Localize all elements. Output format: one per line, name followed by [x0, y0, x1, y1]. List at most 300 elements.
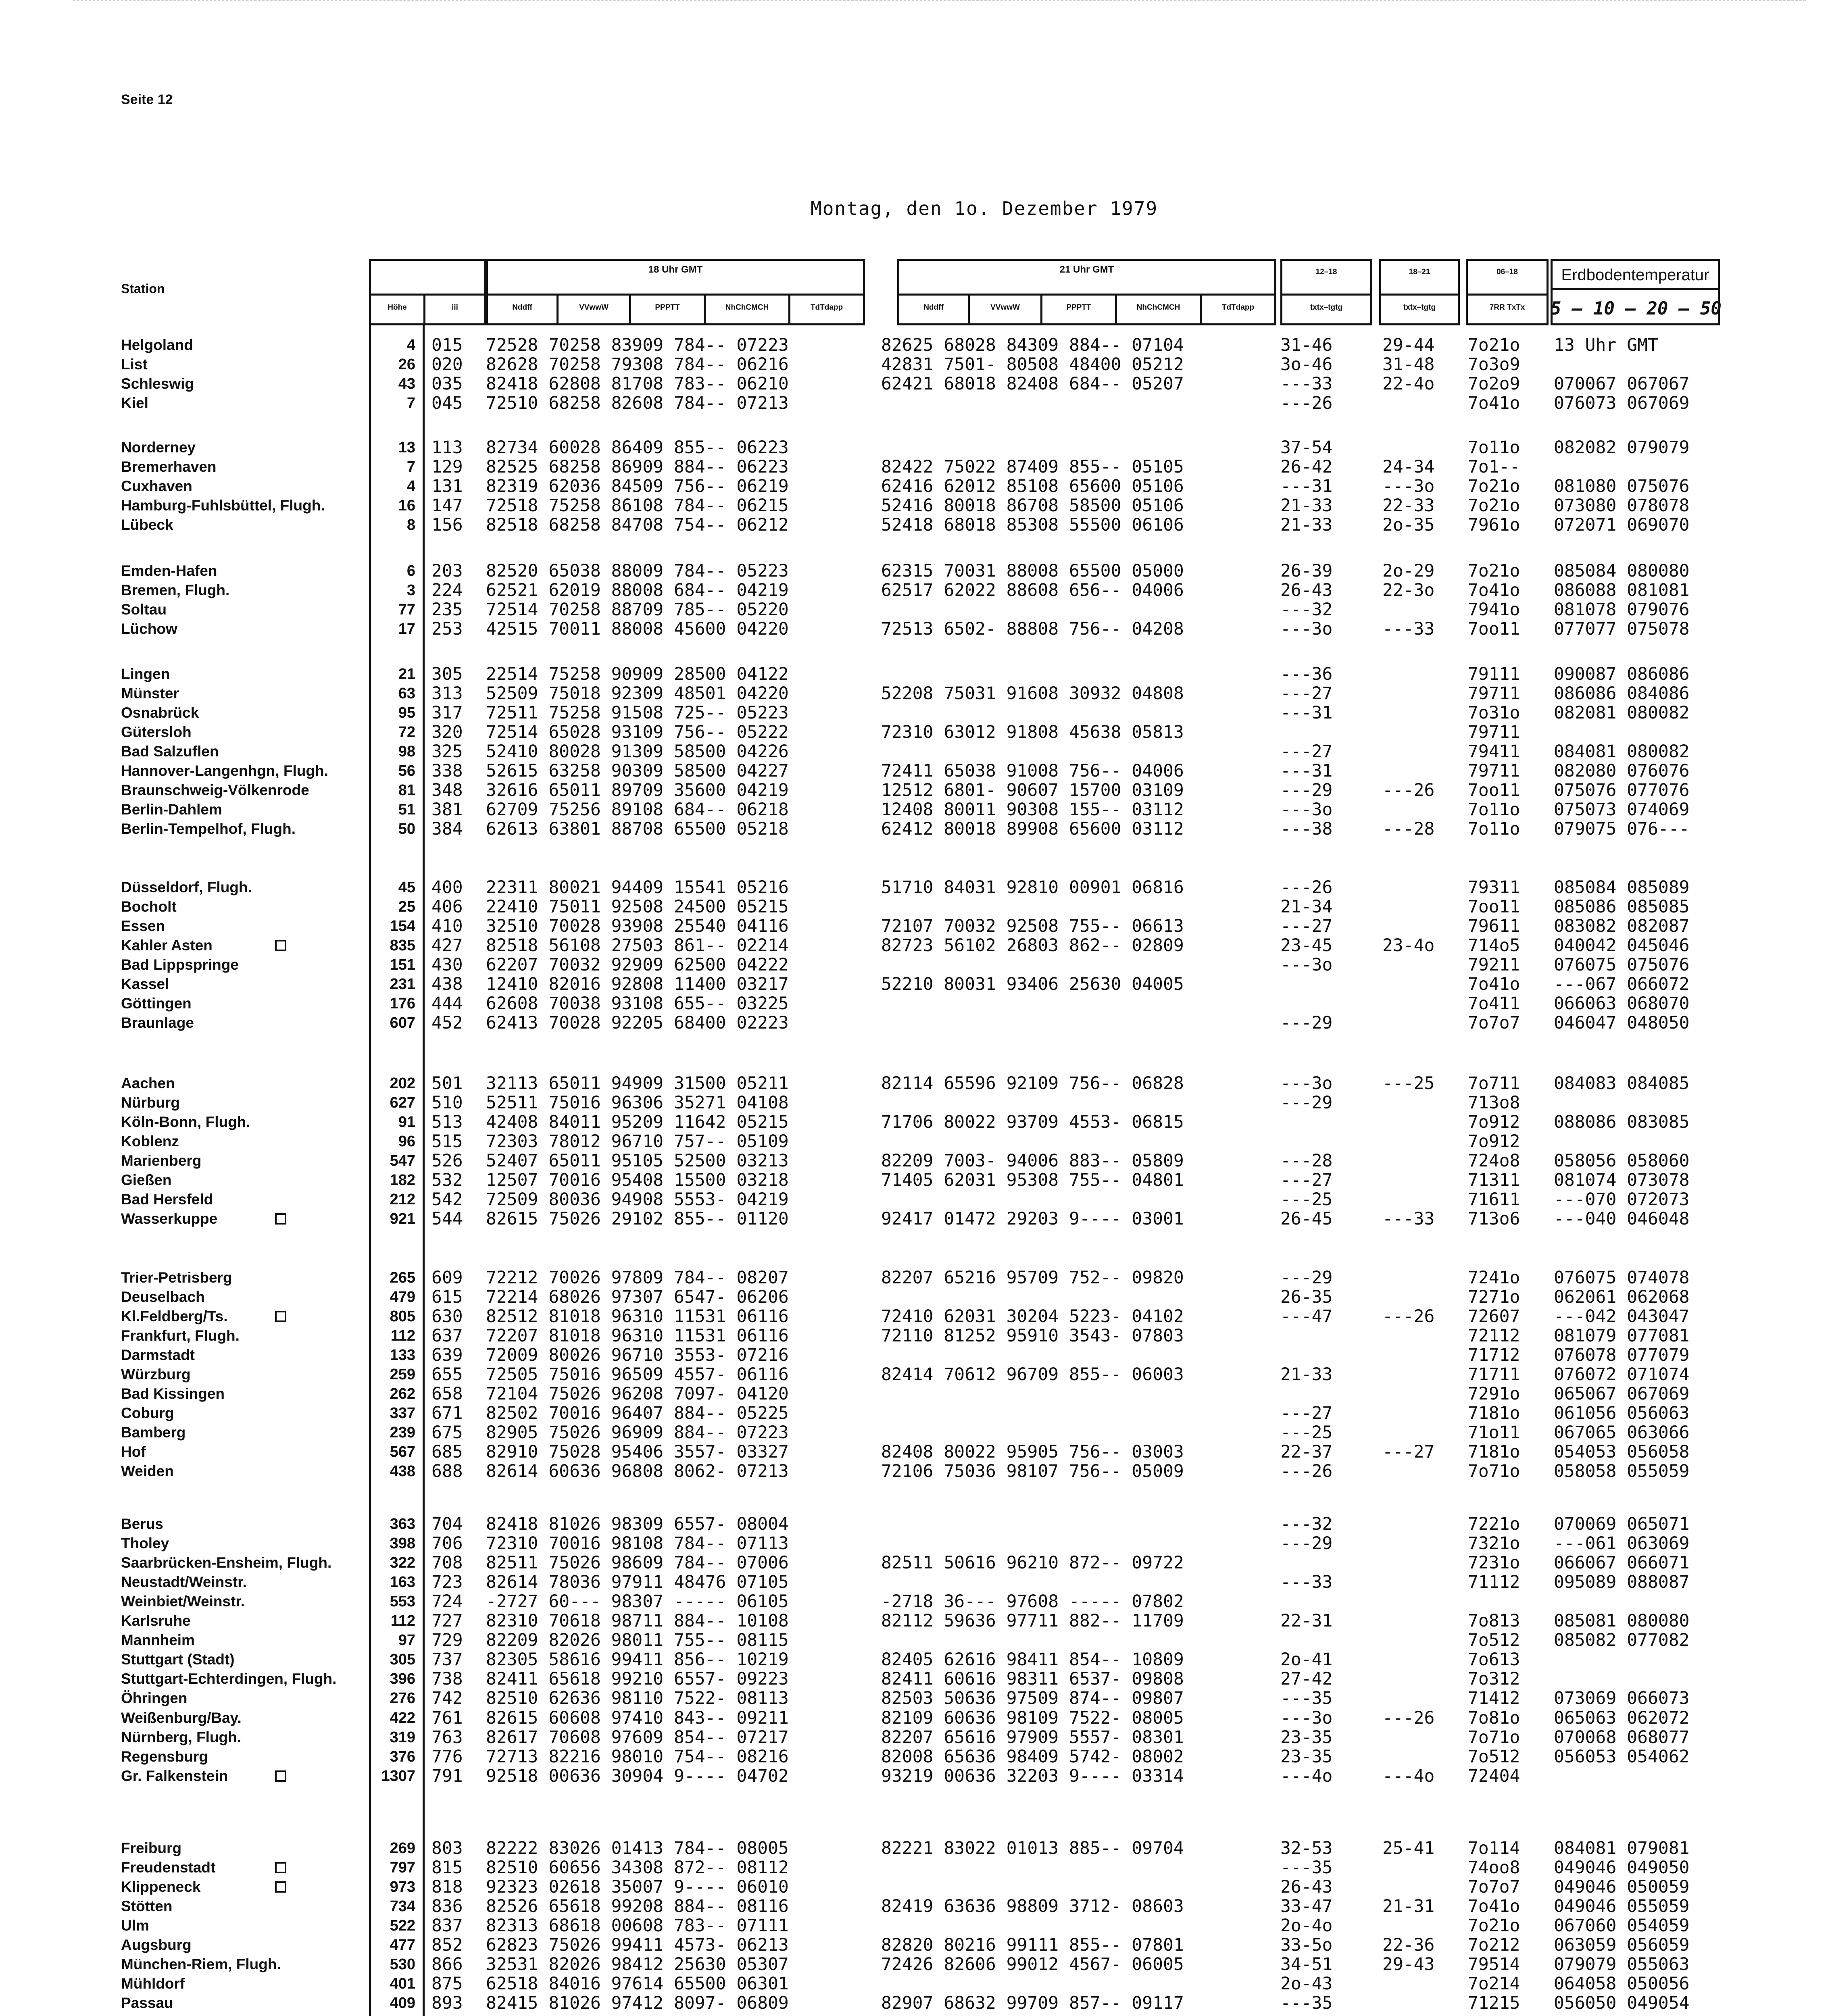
station-hoehe: 7 [406, 395, 415, 412]
station-name: Norderney [121, 439, 196, 456]
obs-18-gmt: 82615 75026 29102 855-- 01120 [486, 1209, 789, 1229]
obs-18-gmt: 72009 80026 96710 3553- 07216 [486, 1345, 789, 1365]
station-iii: 015 [431, 335, 463, 355]
temp-06-18: 7o3o9 [1468, 354, 1520, 375]
station-name: Gießen [121, 1172, 172, 1188]
obs-18-gmt: 92323 02618 35007 9---- 06010 [486, 1877, 789, 1897]
station-name: Tholey [121, 1535, 169, 1552]
table-row [0, 742, 1830, 761]
station-iii: 704 [431, 1514, 463, 1534]
temp-12-18: 26-39 [1280, 561, 1333, 581]
obs-18-gmt: 82518 68258 84708 754-- 06212 [486, 515, 789, 535]
temp-06-18: 7o7o7 [1468, 1013, 1520, 1033]
temp-12-18: ---26 [1280, 877, 1333, 898]
station-name: Schleswig [121, 375, 194, 392]
station-iii: 776 [431, 1747, 463, 1767]
soil-temperature: 070068 068077 [1554, 1727, 1690, 1747]
temp-12-18: 22-31 [1280, 1611, 1333, 1631]
temp-18-21: 23-4o [1382, 935, 1435, 956]
temp-06-18: 79211 [1468, 955, 1520, 975]
station-name: Cuxhaven [121, 478, 192, 494]
table-row [0, 994, 1830, 1013]
obs-18-gmt: 62518 84016 97614 65500 06301 [486, 1974, 789, 1994]
temp-18-21: ---26 [1382, 780, 1435, 800]
table-row [0, 955, 1830, 975]
temp-12-18: 26-45 [1280, 1209, 1333, 1229]
table-row [0, 703, 1830, 723]
station-hoehe: 63 [398, 685, 415, 702]
station-hoehe: 182 [390, 1172, 415, 1189]
station-hoehe: 835 [390, 937, 415, 954]
obs-18-gmt: 82415 81026 97412 8097- 06809 [486, 1993, 789, 2013]
station-iii: 637 [431, 1326, 463, 1346]
station-hoehe: 4 [406, 478, 415, 495]
temp-12-18: 23-35 [1280, 1747, 1333, 1767]
obs-21-gmt: -2718 36--- 97608 ----- 07802 [881, 1591, 1184, 1612]
temp-12-18: 22-37 [1280, 1442, 1333, 1462]
station-iii: 818 [431, 1877, 463, 1897]
soil-temperature: ---070 072073 [1554, 1189, 1690, 1210]
station-name: Braunlage [121, 1014, 194, 1031]
obs-21-gmt: 92417 01472 29203 9---- 03001 [881, 1209, 1184, 1229]
station-name: Bremerhaven [121, 458, 217, 475]
station-iii: 609 [431, 1268, 463, 1288]
temp-06-18: 79311 [1468, 877, 1520, 898]
obs-18-gmt: 22514 75258 90909 28500 04122 [486, 664, 789, 684]
obs-18-gmt: 12507 70016 95408 15500 03218 [486, 1170, 789, 1190]
station-hoehe: 305 [390, 1651, 415, 1668]
header-hoehe: Höhe [388, 303, 407, 312]
station-hoehe: 81 [398, 782, 415, 799]
station-hoehe: 376 [390, 1748, 415, 1765]
station-name: Marienberg [121, 1152, 202, 1169]
station-iii: 655 [431, 1364, 463, 1385]
station-iii: 427 [431, 935, 463, 956]
temp-06-18: 7241o [1468, 1268, 1520, 1288]
obs-18-gmt: 82310 70618 98711 884-- 10108 [486, 1611, 789, 1631]
soil-temperature: 084081 079081 [1554, 1838, 1690, 1858]
temp-06-18: 71611 [1468, 1189, 1520, 1210]
station-hoehe: 269 [390, 1840, 415, 1857]
temp-06-18: 7o11o [1468, 819, 1520, 839]
obs-21-gmt: 42831 7501- 80508 48400 05212 [881, 354, 1184, 375]
obs-18-gmt: 82305 58616 99411 856-- 10219 [486, 1649, 789, 1670]
obs-18-gmt: 82313 68618 00608 783-- 07111 [486, 1916, 789, 1936]
obs-18-gmt: 72310 70016 98108 784-- 07113 [486, 1533, 789, 1554]
obs-18-gmt: 62413 70028 92205 68400 02223 [486, 1013, 789, 1033]
station-hoehe: 477 [390, 1937, 415, 1954]
temp-06-18: 71o11 [1468, 1422, 1520, 1443]
station-hoehe: 973 [390, 1879, 415, 1895]
temp-06-18: 71711 [1468, 1364, 1520, 1385]
temp-06-18: 7oo11 [1468, 619, 1520, 639]
table-row [0, 335, 1830, 355]
obs-21-gmt: 52210 80031 93406 25630 04005 [881, 974, 1184, 994]
temp-06-18: 71311 [1468, 1170, 1520, 1190]
table-row [0, 1728, 1830, 1747]
station-name: Frankfurt, Flugh. [121, 1327, 240, 1344]
station-hoehe: 151 [390, 956, 415, 973]
station-marker-box [275, 1770, 286, 1782]
obs-21-gmt: 82419 63636 98809 3712- 08603 [881, 1896, 1184, 1916]
temp-06-18: 72607 [1468, 1306, 1520, 1327]
temp-18-21: 29-44 [1382, 335, 1435, 355]
obs-18-gmt: 72303 78012 96710 757-- 05109 [486, 1131, 789, 1152]
temp-12-18: 2o-41 [1280, 1649, 1333, 1670]
header-t1-rule [1280, 294, 1372, 296]
obs-18-gmt: 72505 75016 96509 4557- 06116 [486, 1364, 789, 1385]
station-name: Bad Salzuflen [121, 743, 219, 760]
temp-06-18: 7o813 [1468, 1611, 1520, 1631]
table-row [0, 600, 1830, 619]
soil-temperature: 067060 054059 [1554, 1916, 1690, 1936]
obs-21-gmt: 82408 80022 95905 756-- 03003 [881, 1442, 1184, 1462]
obs-21-gmt: 82625 68028 84309 884-- 07104 [881, 335, 1184, 355]
table-row [0, 1974, 1830, 1993]
temp-06-18: 71112 [1468, 1572, 1520, 1592]
header-t1-top: 12–18 [1315, 268, 1337, 276]
table-row [0, 1839, 1830, 1858]
obs-18-gmt: 82617 70608 97609 854-- 07217 [486, 1727, 789, 1747]
temp-06-18: 714o5 [1468, 935, 1520, 956]
obs-21-gmt: 82411 60616 98311 6537- 09808 [881, 1669, 1184, 1689]
obs-21-gmt: 82209 7003- 94006 883-- 05809 [881, 1151, 1184, 1171]
table-row [0, 1074, 1830, 1093]
soil-temperature: 084083 084085 [1554, 1073, 1690, 1093]
soil-temperature: 076072 071074 [1554, 1364, 1690, 1385]
table-row [0, 1611, 1830, 1631]
station-name: Darmstadt [121, 1347, 195, 1363]
soil-temperature: 083082 082087 [1554, 916, 1690, 936]
station-hoehe: 627 [390, 1094, 415, 1111]
station-iii: 430 [431, 955, 463, 975]
temp-06-18: 71215 [1468, 1993, 1520, 2013]
station-iii: 305 [431, 664, 463, 684]
station-name: Weinbiet/Weinstr. [121, 1593, 245, 1610]
station-iii: 737 [431, 1649, 463, 1670]
station-iii: 815 [431, 1858, 463, 1878]
station-iii: 035 [431, 374, 463, 394]
obs-18-gmt: 42408 84011 95209 11642 05215 [486, 1112, 789, 1132]
station-name: Bad Hersfeld [121, 1191, 213, 1208]
station-name: Passau [121, 1995, 173, 2011]
station-iii: 738 [431, 1669, 463, 1689]
soil-temperature: 054053 056058 [1554, 1442, 1690, 1462]
station-name: Kiel [121, 395, 148, 411]
header-t3-top: 06–18 [1497, 268, 1518, 276]
temp-18-21: 22-33 [1382, 496, 1435, 516]
station-name: Weiden [121, 1463, 174, 1479]
obs-18-gmt: 82615 60608 97410 843-- 09211 [486, 1708, 789, 1728]
station-hoehe: 56 [398, 762, 415, 779]
station-hoehe: 16 [398, 497, 415, 514]
table-row [0, 1916, 1830, 1935]
obs-18-gmt: 32510 70028 93908 25540 04116 [486, 916, 789, 936]
station-name: Trier-Petrisberg [121, 1269, 232, 1286]
obs-21-gmt: 82221 83022 01013 885-- 09704 [881, 1838, 1184, 1858]
obs-18-gmt: 82418 62808 81708 783-- 06210 [486, 374, 789, 394]
soil-temperature: 063059 056059 [1554, 1935, 1690, 1955]
temp-06-18: 72404 [1468, 1766, 1520, 1786]
soil-temperature: 065067 067069 [1554, 1384, 1690, 1404]
obs-18-gmt: 62613 63801 88708 65500 05218 [486, 819, 789, 839]
soil-temperature: 076075 074078 [1554, 1268, 1690, 1288]
table-row [0, 1326, 1830, 1345]
soil-temperature: 075076 077076 [1554, 780, 1690, 800]
station-hoehe: 401 [390, 1975, 415, 1992]
obs-18-gmt: 72514 70258 88709 785-- 05220 [486, 600, 789, 620]
temp-06-18: 7231o [1468, 1553, 1520, 1573]
station-marker-box [275, 1862, 286, 1873]
temp-12-18: ---26 [1280, 393, 1333, 413]
station-iii: 113 [431, 437, 463, 458]
temp-06-18: 7o71o [1468, 1461, 1520, 1481]
station-name: Gr. Falkenstein [121, 1768, 228, 1784]
temp-12-18: ---29 [1280, 1013, 1333, 1033]
station-iii: 671 [431, 1403, 463, 1423]
temp-12-18: ---27 [1280, 741, 1333, 762]
temp-06-18: 7o21o [1468, 1916, 1520, 1936]
header-21-col1: Nddff [923, 303, 944, 312]
table-row [0, 1534, 1830, 1553]
table-row [0, 1766, 1830, 1786]
temp-18-21: 31-48 [1382, 354, 1435, 375]
station-hoehe: 91 [398, 1114, 415, 1131]
station-name: Helgoland [121, 337, 193, 353]
obs-21-gmt: 12408 80011 90308 155-- 03112 [881, 800, 1184, 820]
temp-12-18: ---47 [1280, 1306, 1333, 1327]
station-hoehe: 1307 [381, 1768, 415, 1785]
station-iii: 866 [431, 1954, 463, 1974]
temp-12-18: ---32 [1280, 1514, 1333, 1534]
header-left-rule [369, 294, 486, 296]
obs-18-gmt: 22311 80021 94409 15541 05216 [486, 877, 789, 898]
table-row [0, 581, 1830, 600]
table-row [0, 1404, 1830, 1423]
station-name: Ulm [121, 1917, 149, 1934]
temp-12-18: ---3o [1280, 800, 1333, 820]
temp-06-18: 7o512 [1468, 1630, 1520, 1650]
soil-temperature: 081074 073078 [1554, 1170, 1690, 1190]
station-iii: 688 [431, 1461, 463, 1481]
soil-temperature: 065063 062072 [1554, 1708, 1690, 1728]
soil-temperature: 085081 080080 [1554, 1611, 1690, 1631]
station-iii: 384 [431, 819, 463, 839]
table-row [0, 1442, 1830, 1462]
obs-18-gmt: 62709 75256 89108 684-- 06218 [486, 800, 789, 820]
station-name: Klippeneck [121, 1879, 201, 1895]
station-name: Karlsruhe [121, 1612, 191, 1629]
station-iii: 630 [431, 1306, 463, 1327]
station-iii: 791 [431, 1766, 463, 1786]
soil-temperature: 070069 065071 [1554, 1514, 1690, 1534]
obs-18-gmt: 72214 68026 97307 6547- 06206 [486, 1287, 789, 1307]
soil-temperature: 061056 056063 [1554, 1403, 1690, 1423]
station-iii: 147 [431, 496, 463, 516]
station-iii: 129 [431, 457, 463, 477]
header-station: Station [121, 281, 165, 296]
table-row [0, 1650, 1830, 1669]
temp-06-18: 7291o [1468, 1384, 1520, 1404]
obs-18-gmt: 82526 65618 99208 884-- 08116 [486, 1896, 789, 1916]
station-name: Köln-Bonn, Flugh. [121, 1114, 250, 1130]
obs-21-gmt: 51710 84031 92810 00901 06816 [881, 877, 1184, 898]
obs-18-gmt: 72207 81018 96310 11531 06116 [486, 1326, 789, 1346]
station-iii: 742 [431, 1688, 463, 1708]
station-hoehe: 553 [390, 1593, 415, 1610]
header-21-col5: TdTdapp [1221, 303, 1255, 312]
station-iii: 723 [431, 1572, 463, 1592]
obs-18-gmt: 82510 62636 98110 7522- 08113 [486, 1688, 789, 1708]
obs-18-gmt: 82525 68258 86909 884-- 06223 [486, 457, 789, 477]
obs-21-gmt: 82414 70612 96709 855-- 06003 [881, 1364, 1184, 1385]
station-hoehe: 45 [398, 879, 415, 896]
temp-06-18: 71712 [1468, 1345, 1520, 1365]
table-row [0, 1209, 1830, 1229]
soil-temperature: 058056 058060 [1554, 1151, 1690, 1171]
table-row [0, 438, 1830, 457]
obs-21-gmt: 72513 6502- 88808 756-- 04208 [881, 619, 1184, 639]
station-name: Lingen [121, 666, 170, 682]
station-iii: 131 [431, 476, 463, 496]
obs-21-gmt: 71706 80022 93709 4553- 06815 [881, 1112, 1184, 1132]
temp-06-18: 74oo8 [1468, 1858, 1520, 1878]
obs-21-gmt: 93219 00636 32203 9---- 03314 [881, 1766, 1184, 1786]
top-rule [73, 0, 1806, 2]
station-name: Kl.Feldberg/Ts. [121, 1308, 228, 1325]
station-iii: 836 [431, 1896, 463, 1916]
temp-06-18: 7o214 [1468, 1974, 1520, 1994]
obs-18-gmt: 82628 70258 79308 784-- 06216 [486, 354, 789, 375]
table-row [0, 1423, 1830, 1442]
station-name: Aachen [121, 1075, 175, 1091]
station-name: Hamburg-Fuhlsbüttel, Flugh. [121, 497, 325, 514]
obs-18-gmt: 62521 62019 88008 684-- 04219 [486, 580, 789, 600]
header-iii: iii [452, 303, 458, 312]
station-hoehe: 51 [398, 801, 415, 818]
station-iii: 410 [431, 916, 463, 936]
obs-21-gmt: 82511 50616 96210 872-- 09722 [881, 1553, 1184, 1573]
station-iii: 639 [431, 1345, 463, 1365]
temp-12-18: 34-51 [1280, 1954, 1333, 1974]
table-row [0, 1514, 1830, 1534]
station-name: Berlin-Dahlem [121, 801, 222, 818]
temp-12-18: ---35 [1280, 1688, 1333, 1708]
station-hoehe: 319 [390, 1729, 415, 1746]
station-iii: 513 [431, 1112, 463, 1132]
obs-21-gmt: 72110 81252 95910 3543- 07803 [881, 1326, 1184, 1346]
table-row [0, 1112, 1830, 1132]
station-name: List [121, 356, 148, 373]
table-row [0, 1877, 1830, 1897]
station-name: Freiburg [121, 1840, 182, 1856]
station-name: Bocholt [121, 898, 177, 915]
obs-18-gmt: 82905 75026 96909 884-- 07223 [486, 1422, 789, 1443]
station-iii: 444 [431, 993, 463, 1014]
station-iii: 893 [431, 1993, 463, 2013]
station-hoehe: 154 [390, 918, 415, 935]
temp-12-18: ---31 [1280, 761, 1333, 781]
obs-18-gmt: 72713 82216 98010 754-- 08216 [486, 1747, 789, 1767]
temp-06-18: 79711 [1468, 722, 1520, 742]
station-name: Neustadt/Weinstr. [121, 1574, 247, 1590]
soil-temperature: 082081 080082 [1554, 703, 1690, 723]
station-iii: 761 [431, 1708, 463, 1728]
station-iii: 510 [431, 1093, 463, 1113]
station-hoehe: 547 [390, 1152, 415, 1169]
station-hoehe: 43 [398, 375, 415, 392]
obs-18-gmt: 82222 83026 01413 784-- 08005 [486, 1838, 789, 1858]
station-name: Öhringen [121, 1690, 188, 1706]
temp-12-18: ---36 [1280, 664, 1333, 684]
soil-temperature: 046047 048050 [1554, 1013, 1690, 1033]
header-group21-title: 21 Uhr GMT [1059, 264, 1114, 275]
station-iii: 729 [431, 1630, 463, 1650]
station-name: Emden-Hafen [121, 562, 217, 579]
station-iii: 224 [431, 580, 463, 600]
table-row [0, 477, 1830, 496]
table-row [0, 355, 1830, 374]
temp-06-18: 7o11o [1468, 437, 1520, 458]
temp-06-18: 7o512 [1468, 1747, 1520, 1767]
header-left-box [369, 259, 486, 325]
temp-12-18: ---27 [1280, 916, 1333, 936]
soil-temperature: 088086 083085 [1554, 1112, 1690, 1132]
temp-18-21: ---25 [1382, 1073, 1435, 1093]
table-row [0, 457, 1830, 477]
obs-18-gmt: 82518 56108 27503 861-- 02214 [486, 935, 789, 956]
temp-18-21: 21-31 [1382, 1896, 1435, 1916]
temp-18-21: 22-4o [1382, 374, 1435, 394]
obs-18-gmt: 72518 75258 86108 784-- 06215 [486, 496, 789, 516]
station-name: Regensburg [121, 1748, 208, 1765]
station-marker-box [275, 940, 286, 951]
temp-06-18: 7o411 [1468, 993, 1520, 1014]
temp-12-18: 26-43 [1280, 580, 1333, 600]
temp-06-18: 7o71o [1468, 1727, 1520, 1747]
obs-18-gmt: 82209 82026 98011 755-- 08115 [486, 1630, 789, 1650]
obs-18-gmt: 42515 70011 88008 45600 04220 [486, 619, 789, 639]
table-row [0, 1592, 1830, 1611]
station-hoehe: 97 [398, 1632, 415, 1649]
obs-18-gmt: 82502 70016 96407 884-- 05225 [486, 1403, 789, 1423]
soil-temperature: 076078 077079 [1554, 1345, 1690, 1365]
temp-18-21: ---27 [1382, 1442, 1435, 1462]
table-row [0, 1307, 1830, 1326]
obs-21-gmt: 52418 68018 85308 55500 06106 [881, 515, 1184, 535]
soil-temperature: 066067 066071 [1554, 1553, 1690, 1573]
station-hoehe: 409 [390, 1995, 415, 2012]
soil-temperature: 076075 075076 [1554, 955, 1690, 975]
soil-temperature: 049046 055059 [1554, 1896, 1690, 1916]
obs-21-gmt: 82207 65616 97909 5557- 08301 [881, 1727, 1184, 1747]
station-iii: 615 [431, 1287, 463, 1307]
temp-18-21: 2o-35 [1382, 515, 1435, 535]
temp-06-18: 7o21o [1468, 335, 1520, 355]
station-hoehe: 8 [406, 516, 415, 533]
station-iii: 313 [431, 683, 463, 704]
soil-temperature: 056050 049054 [1554, 1993, 1690, 2013]
station-name: Berus [121, 1516, 163, 1532]
station-iii: 203 [431, 561, 463, 581]
temp-12-18: ---3o [1280, 1073, 1333, 1093]
temp-06-18: 7o912 [1468, 1112, 1520, 1132]
station-hoehe: 17 [398, 621, 415, 637]
temp-06-18: 79611 [1468, 916, 1520, 936]
station-iii: 338 [431, 761, 463, 781]
station-iii: 317 [431, 703, 463, 723]
temp-18-21: ---33 [1382, 619, 1435, 639]
